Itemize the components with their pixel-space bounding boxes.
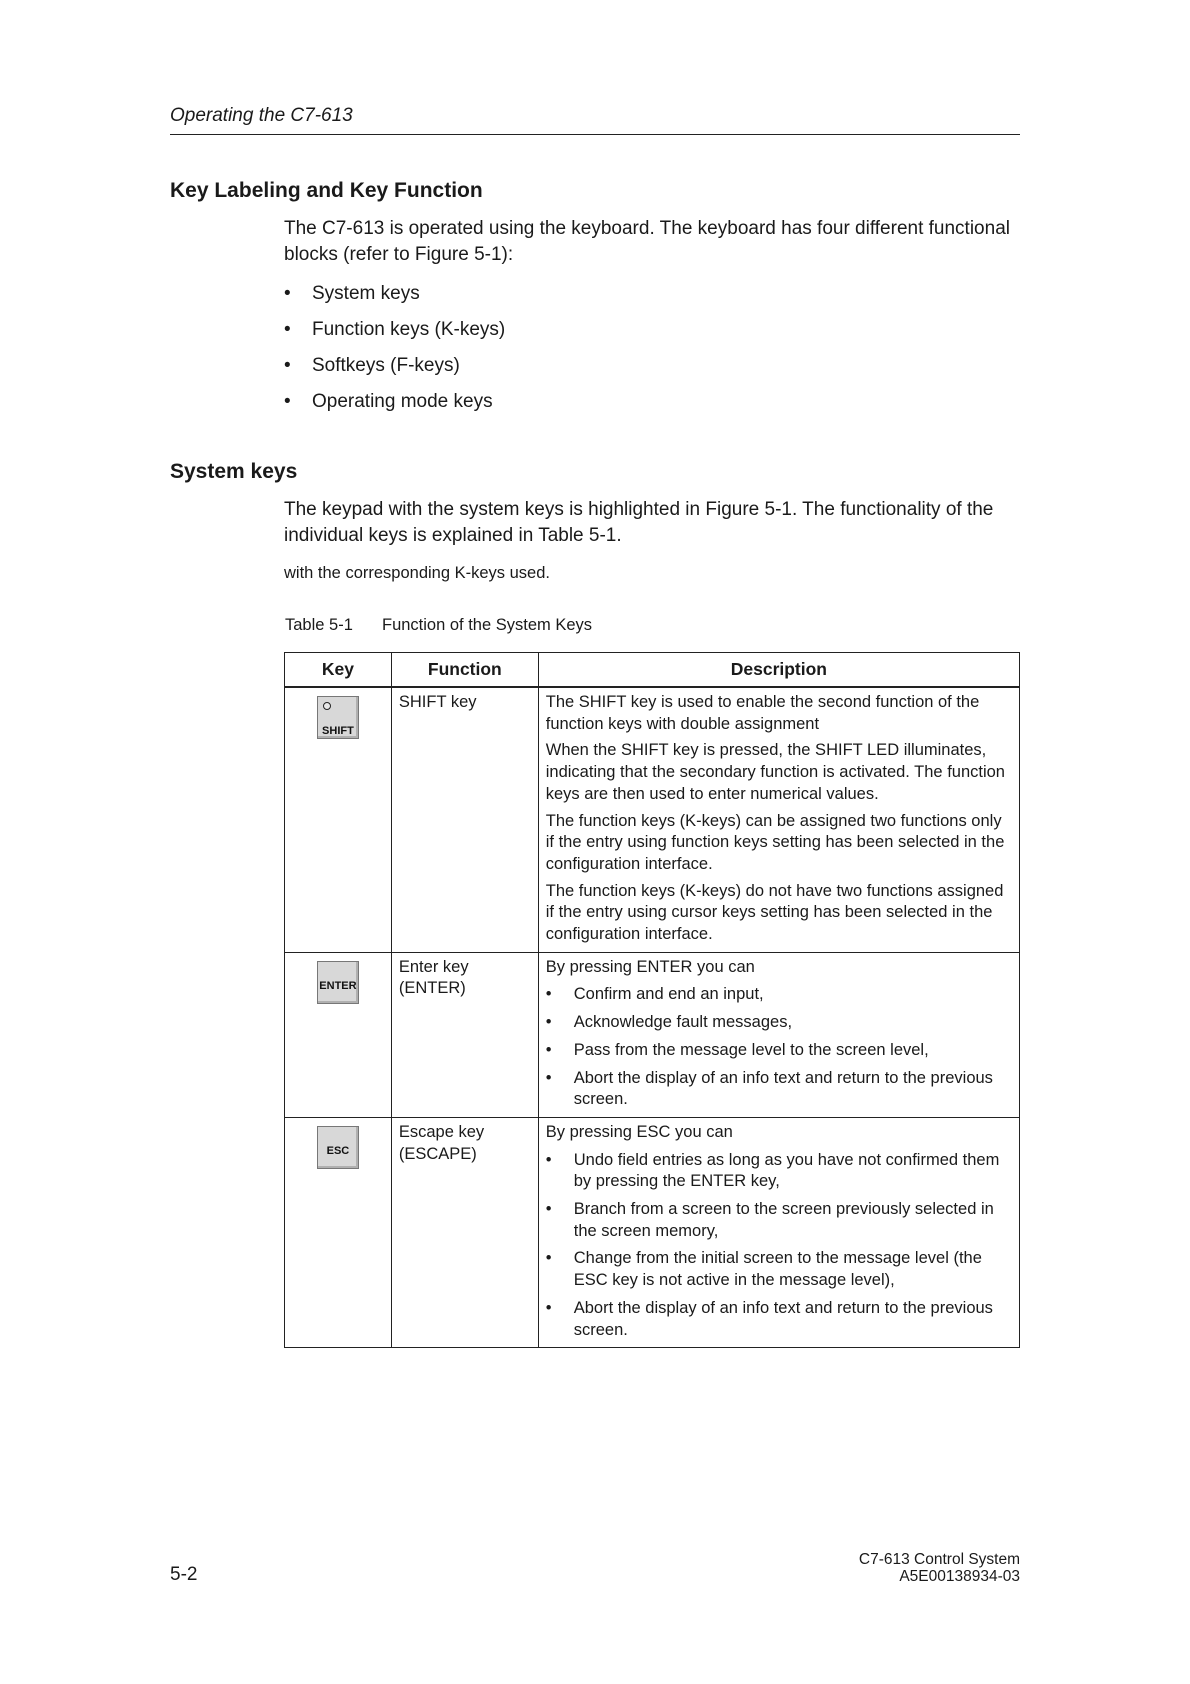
note-text: with the corresponding K-keys used. [284,564,550,582]
doc-title: C7-613 Control System [858,1551,1020,1568]
function-cell: Escape key (ESCAPE) [391,1117,538,1347]
list-item: • Confirm and end an input, [545,985,764,1004]
list-item: • Acknowledge fault messages, [545,1013,793,1032]
doc-number: A5E00138934-03 [899,1568,1020,1585]
col-header-key: Key [285,653,392,688]
list-item: • Pass from the message level to the screen level, [545,1040,929,1059]
key-cell [285,952,392,1117]
esc-key-icon: ESC [317,1126,359,1169]
shift-key-icon: SHIFT [317,696,359,739]
list-item: • Abort the display of an info text and return to the previous screen. [545,1298,993,1339]
heading-system-keys: System keys [170,460,298,483]
col-header-function: Function [391,653,538,688]
list-item: • Operating mode keys [284,391,493,412]
system-keys-table [284,652,1020,1348]
table-row [285,687,1020,952]
heading-key-labeling: Key Labeling and Key Function [170,179,483,202]
function-cell: SHIFT key [391,687,538,952]
system-keys-paragraph: The keypad with the system keys is highlighted in Figure 5-1. The functionality of the individual keys is explained in Table 5-1. [284,499,994,546]
list-item: • Change from the initial screen to the message level (the ESC key is not active in the message level), [545,1249,982,1290]
description-cell: The SHIFT key is used to enable the second function of the function keys with double assignment When the SHIFT key is pressed, the SHIFT LED illuminates, indicating that the secondary function is activated. The function keys are then used to enter numerical values. The function keys (K-keys) can be assigned two functions only if the entry using function keys setting has been selected in the configuration interface. The function keys (K-keys) do not have two functions assigned if the entry using cursor keys setting has been selected in the configuration interface. [538,687,1019,952]
header-title: Operating the C7-613 [170,105,353,126]
page-number: 5-2 [170,1564,198,1585]
enter-key-icon: ENTER [317,961,359,1004]
key-cell [285,1117,392,1347]
list-item: • System keys [284,283,420,304]
table-number: Table 5-1 [285,616,353,634]
table-row [285,1117,1020,1347]
col-header-description: Description [538,653,1019,688]
table-row [285,952,1020,1117]
table-caption [285,616,592,635]
key-cell [285,687,392,952]
description-cell: By pressing ESC you can • Undo field entries as long as you have not confirmed them by pressing the ENTER key, • Branch from a screen to the screen previously selected in the screen memory, • Change from the initial screen to the message level (the ESC key is not active in the message level), • Abort the display of an info text and return to the previous screen. [538,1117,1019,1347]
description-cell: By pressing ENTER you can • Confirm and end an input, • Acknowledge fault messages, • Pass from the message level to the screen level, • Abort the display of an info text and return to the previous screen. [538,952,1019,1117]
function-cell: Enter key (ENTER) [391,952,538,1117]
running-header [170,103,1020,135]
functional-blocks-list [284,281,505,425]
list-item: • Abort the display of an info text and return to the previous screen. [545,1068,993,1109]
list-item: • Softkeys (F-keys) [284,355,460,376]
list-item: • Function keys (K-keys) [284,319,506,340]
list-item: • Undo field entries as long as you have not confirmed them by pressing the ENTER key, [545,1150,1000,1191]
table-header-row [285,653,1020,688]
list-item: • Branch from a screen to the screen previously selected in the screen memory, [545,1200,994,1240]
led-indicator-icon [323,702,331,710]
intro-paragraph: The C7-613 is operated using the keyboard. The keyboard has four different functional blocks (refer to Figure 5-1): [284,218,1010,265]
footer-doc-info [859,1551,1020,1585]
table-title: Function of the System Keys [382,616,593,634]
